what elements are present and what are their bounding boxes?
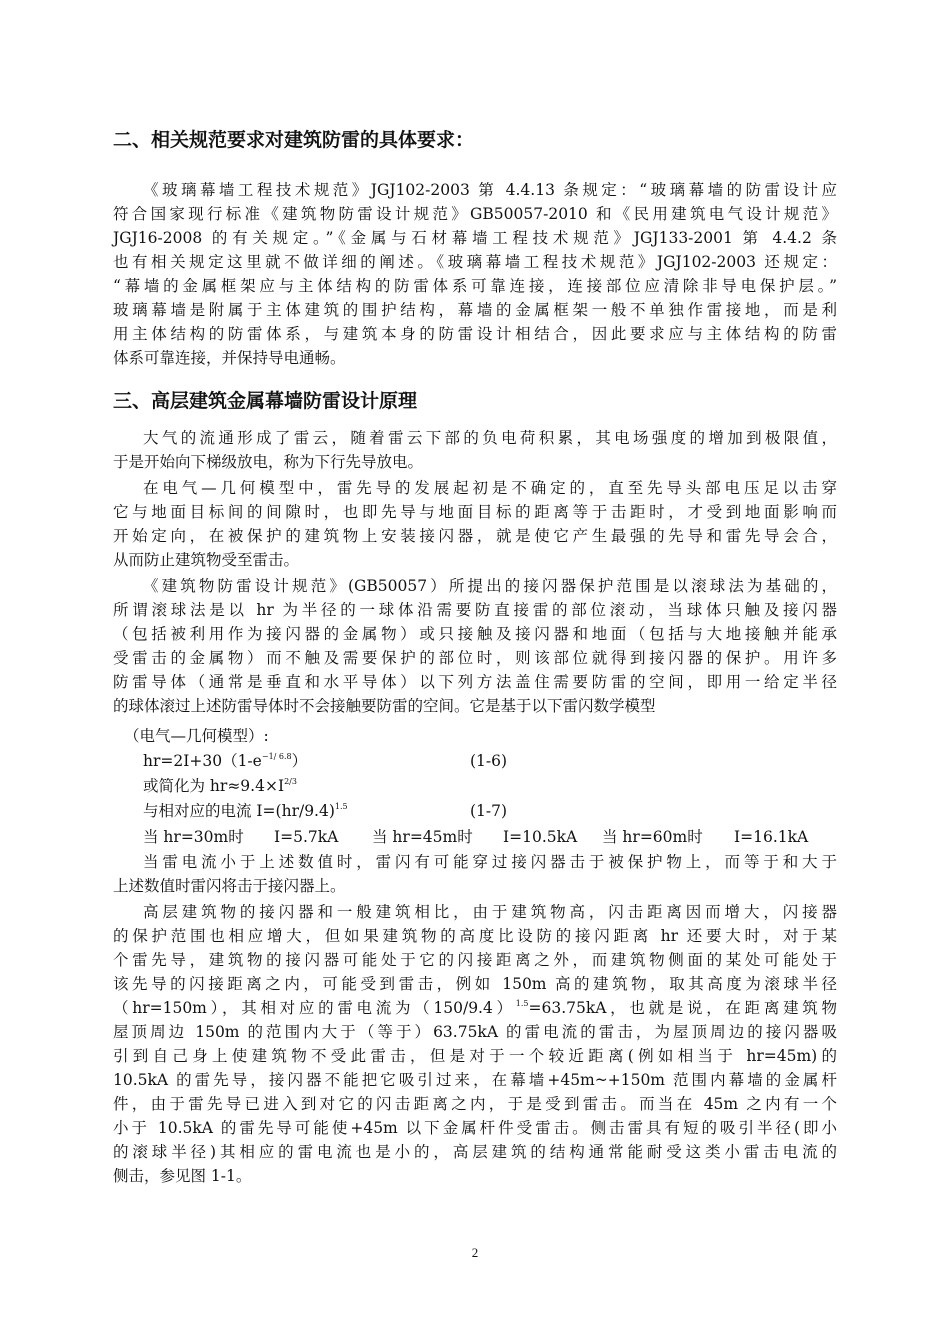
paragraph-line: 用主体结构的防雷体系，与建筑本身的防雷设计相结合，因此要求应与主体结构的防雷 (113, 325, 837, 343)
paragraph-line: 件，由于雷先导已进入到对它的闪击距离之内，于是受到雷击。而当在 45m 之内有一个 (113, 1095, 837, 1113)
paragraph-line: （hr=150m），其相对应的雷电流为$(150/9.4)^{1.5}=63.75kA$，也就是说，在距离建筑物 (113, 999, 837, 1017)
paragraph-line: 《玻璃幕墙工程技术规范》JGJ102-2003 第 4.4.13 条规定：“玻璃幕墙的防雷设计应 (143, 181, 837, 199)
paragraph-line: 开始定向，在被保护的建筑物上安装接闪器，就是使它产生最强的先导和雷先导会合， (113, 527, 837, 545)
page-number: 2 (471, 1245, 479, 1260)
paragraph-line: 个雷先导，建筑物的接闪器可能处于它的闪接距离之外，而建筑物侧面的某处可能处于 (113, 951, 837, 969)
value-height: 当 hr=60m时 (602, 828, 703, 846)
paragraph-line: JGJ16-2008 的有关规定。”《金属与石材幕墙工程技术规范》JGJ133-2001 第 4.4.2 条 (113, 229, 837, 247)
value-current: I=10.5kA (503, 828, 578, 846)
formula-1-number: (1-6) (470, 752, 508, 770)
paragraph-line: 的球体滚过上述防雷导体时不会接触要防雷的空间。它是基于以下雷闪数学模型 (113, 697, 656, 715)
paragraph-line: 玻璃幕墙是附属于主体建筑的围护结构，幕墙的金属框架一般不单独作雷接地，而是利 (113, 301, 837, 319)
paragraph-line: 的保护范围也相应增大，但如果建筑物的高度比设防的接闪距离 hr 还要大时，对于某 (113, 927, 837, 945)
value-height: 当 hr=30m时 (143, 828, 244, 846)
value-current: I=16.1kA (734, 828, 809, 846)
paragraph-line: 屋顶周边 150m 的范围内大于（等于）63.75kA 的雷电流的雷击，为屋顶周边的接闪器吸 (113, 1023, 837, 1041)
formula-2: 或简化为 $hr\approx 9.4\times I^{2/3}$ (143, 777, 297, 795)
paragraph-line: （包括被利用作为接闪器的金属物）或只接触及接闪器和地面（包括与大地接触并能承 (113, 625, 837, 643)
paragraph-line: 10.5kA 的雷先导，接闪器不能把它吸引过来，在幕墙+45m~+150m 范围内幕墙的金属杆 (113, 1071, 837, 1089)
paragraph-line: 当雷电流小于上述数值时，雷闪有可能穿过接闪器击于被保护物上，而等于和大于 (143, 853, 837, 871)
model-label: （电气—几何模型）: (124, 727, 269, 745)
value-current: I=5.7kA (274, 828, 339, 846)
formula-3: 与相对应的电流 $I=(hr/9.4)^{1.5}$ (143, 802, 348, 820)
section-heading-3: 三、高层建筑金属幕墙防雷设计原理 (113, 390, 418, 412)
paragraph-line: 大气的流通形成了雷云，随着雷云下部的负电荷积累，其电场强度的增加到极限值， (143, 429, 837, 447)
paragraph-line: 符合国家现行标准《建筑物防雷设计规范》GB50057-2010 和《民用建筑电气设计规范》 (113, 205, 837, 223)
paragraph-line: 《建筑物防雷设计规范》(GB50057）所提出的接闪器保护范围是以滚球法为基础的， (143, 577, 837, 595)
paragraph-line: “幕墙的金属框架应与主体结构的防雷体系可靠连接，连接部位应清除非导电保护层。” (113, 277, 837, 295)
paragraph-line: 该先导的闪接距离之内，可能受到雷击，例如 150m 高的建筑物，取其高度为滚球半径 (113, 975, 837, 993)
paragraph-line: 受雷击的金属物）而不触及需要保护的部位时，则该部位就得到接闪器的保护。用许多 (113, 649, 837, 667)
paragraph-line: 侧击，参见图 1-1。 (113, 1167, 252, 1185)
paragraph-line: 上述数值时雷闪将击于接闪器上。 (113, 877, 346, 895)
paragraph-line: 防雷导体（通常是垂直和水平导体）以下列方法盖住需要防雷的空间，即用一给定半径 (113, 673, 837, 691)
formula-3-number: (1-7) (470, 802, 508, 820)
paragraph-line: 也有相关规定这里就不做详细的阐述。《玻璃幕墙工程技术规范》JGJ102-2003 还规定： (113, 253, 837, 271)
paragraph-line: 在电气—几何模型中，雷先导的发展起初是不确定的，直至先导头部电压足以击穿 (143, 479, 837, 497)
paragraph-line: 小于 10.5kA 的雷先导可能使+45m 以下金属杆件受雷击。侧击雷具有短的吸引半径(即小 (113, 1119, 837, 1137)
value-height: 当 hr=45m时 (372, 828, 473, 846)
paragraph-line: 它与地面目标间的间隙时，也即先导与地面目标的距离等于击距时，才受到地面影响而 (113, 503, 837, 521)
paragraph-line: 体系可靠连接，并保持导电通畅。 (113, 349, 346, 367)
paragraph-line: 于是开始向下梯级放电，称为下行先导放电。 (113, 453, 424, 471)
paragraph-line: 所谓滚球法是以 hr 为半径的一球体沿需要防直接雷的部位滚动，当球体只触及接闪器 (113, 601, 837, 619)
paragraph-line: 的滚球半径)其相应的雷电流也是小的，高层建筑的结构通常能耐受这类小雷击电流的 (113, 1143, 837, 1161)
paragraph-line: 从而防止建筑物受至雷击。 (113, 551, 300, 569)
section-heading-2: 二、相关规范要求对建筑防雷的具体要求： (113, 129, 475, 151)
formula-1: $hr=2I+30(1-e^{-1/ 6.8})$ (143, 752, 308, 770)
paragraph-line: 高层建筑物的接闪器和一般建筑相比，由于建筑物高，闪击距离因而增大，闪接器 (143, 903, 837, 921)
paragraph-line: 引到自己身上使建筑物不受此雷击，但是对于一个较近距离(例如相当于 hr=45m)的 (113, 1047, 837, 1065)
